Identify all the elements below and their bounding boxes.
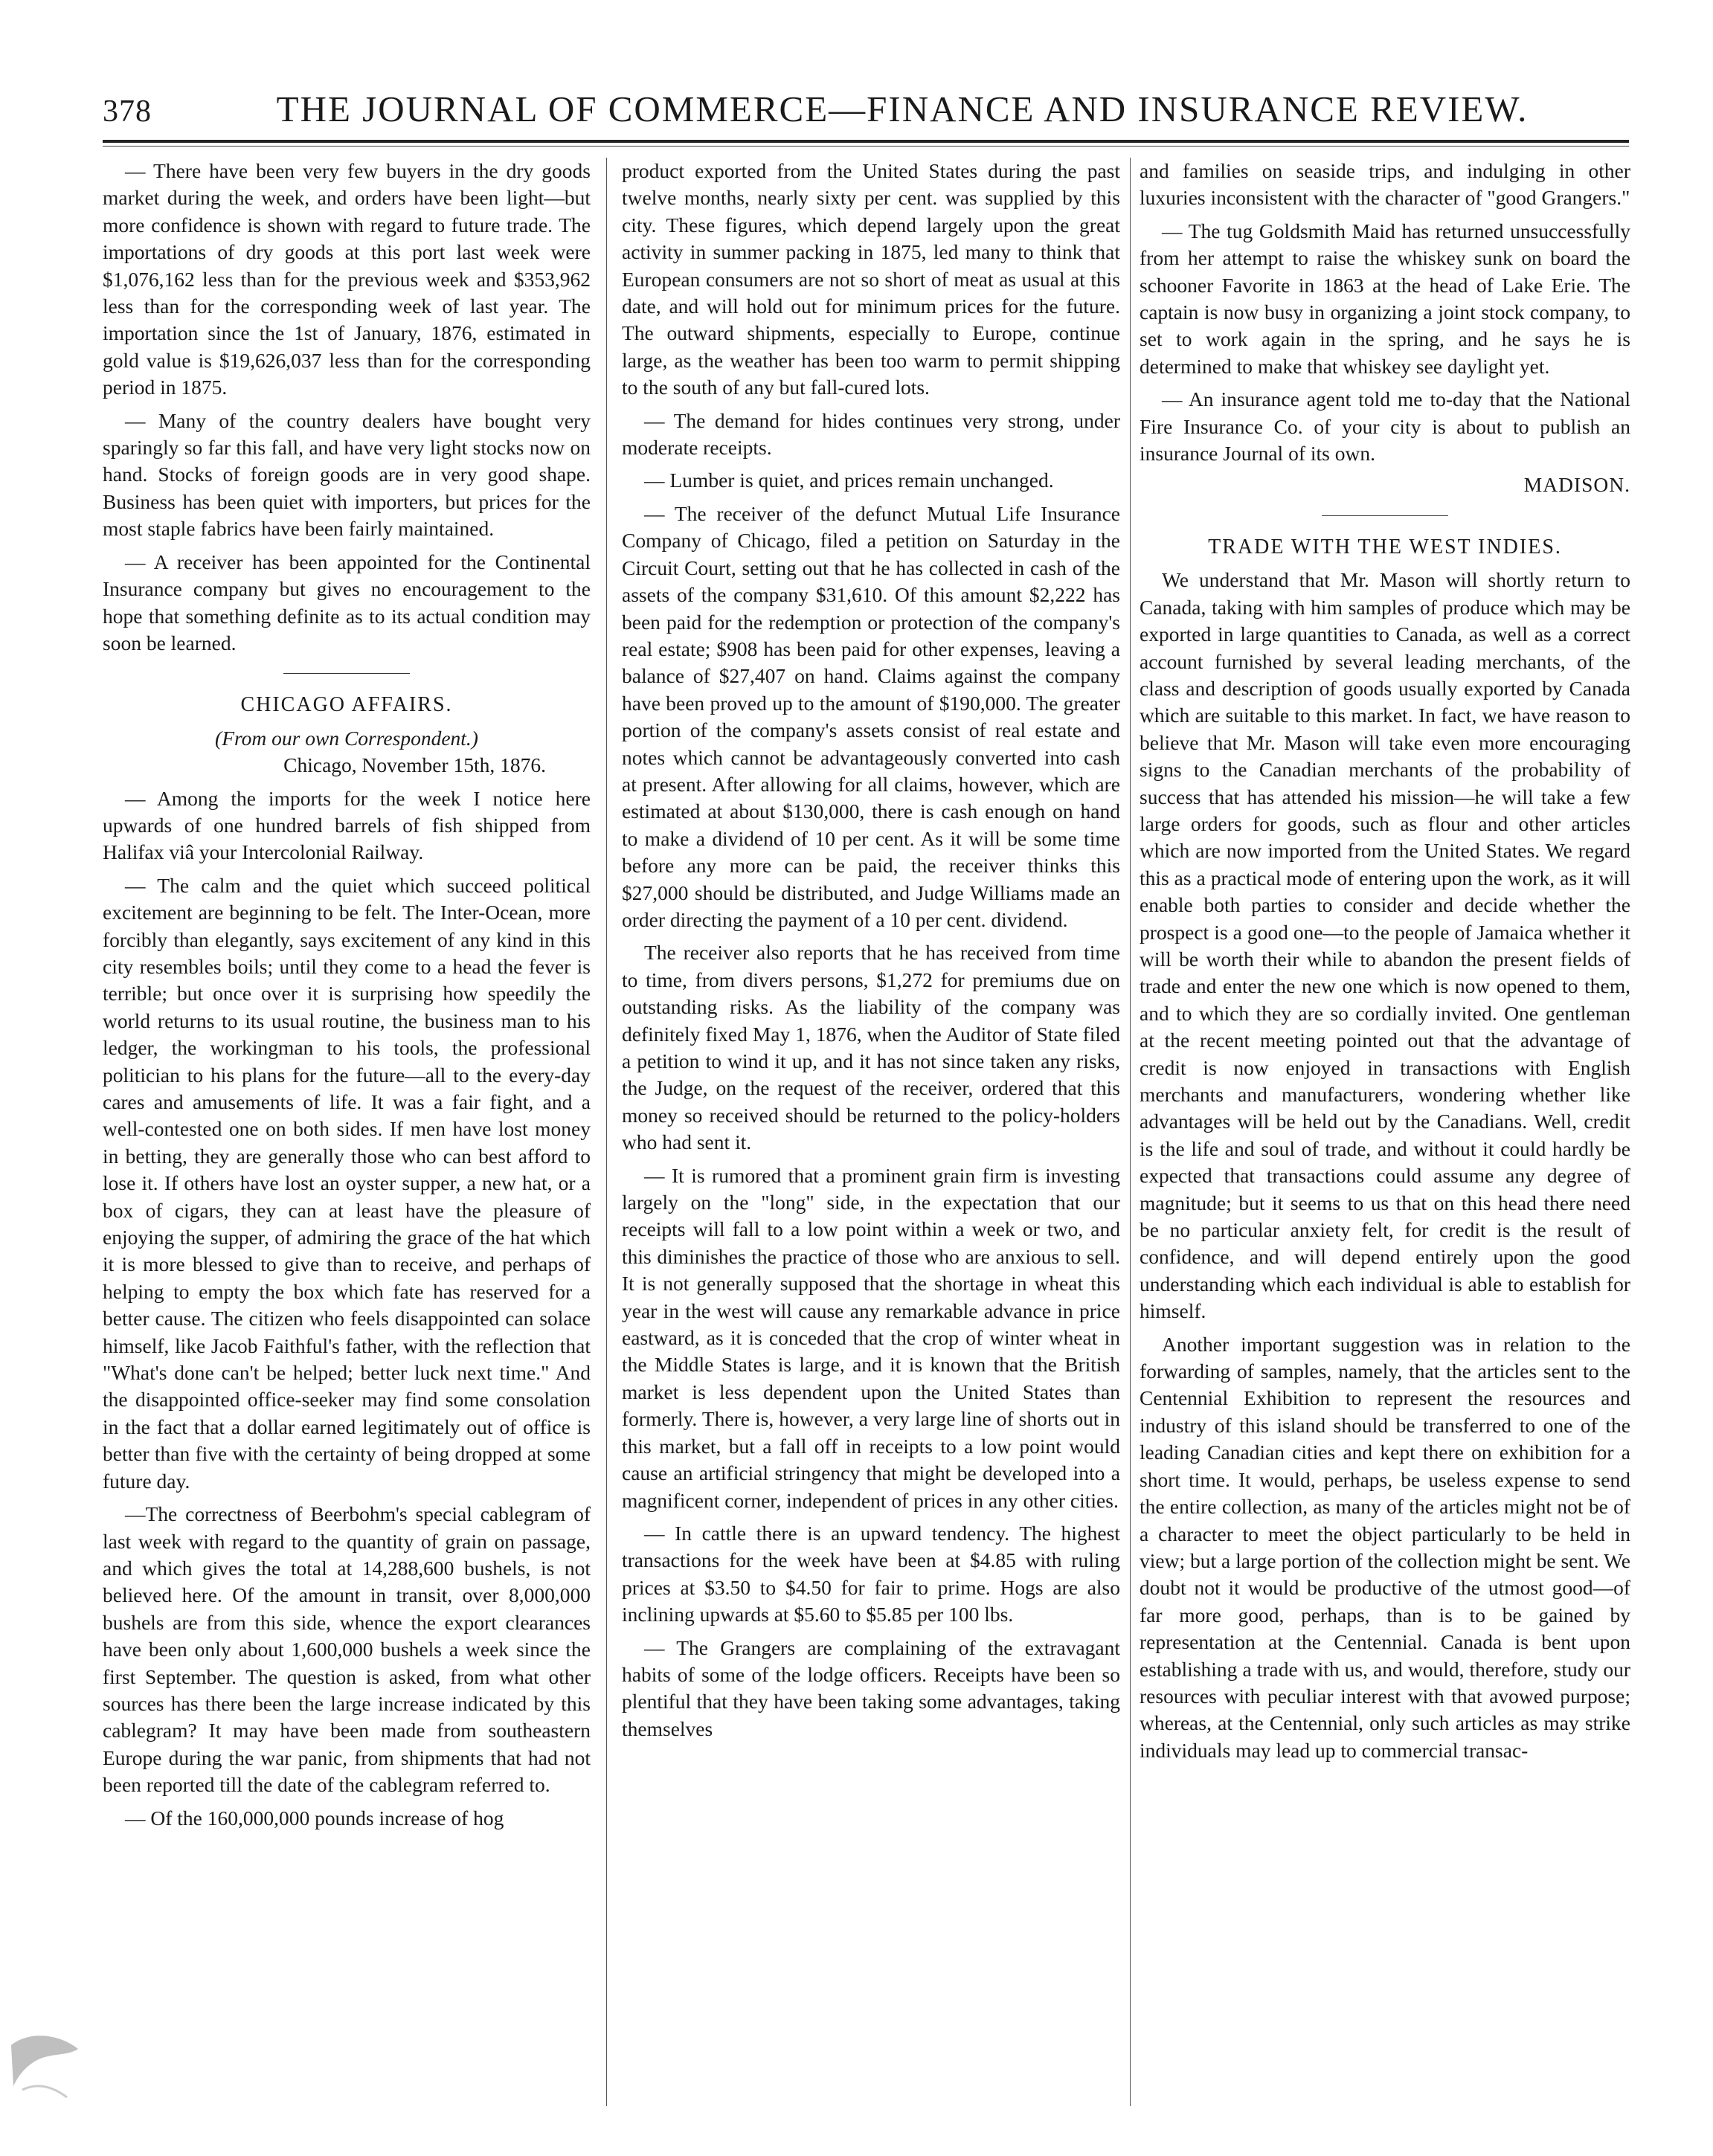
paragraph-hog-product: product exported from the United States during the past twelve months, nearly sixty per cent. was supplied by this city. These figures, which depend largely upon the great activity in summer packing in 1875, led many to think that European consumers are not so short of meat as usual at this date, and will hold out for minimum prices for the future. The outward shipments, especially to Europe, continue large, as the weather has been too warm to permit shipping to the south of any but fall-cured lots. — [622, 159, 1120, 399]
header-rule — [103, 140, 1629, 143]
paragraph-country-dealers: — Many of the country dealers have bought very sparingly so far this fall, and have very light stocks now on hand. Stocks of foreign goods are in very good shape. Business has been quiet with importers, but prices for the most staple fabrics have been fairly maintained. — [103, 408, 591, 541]
section-rule — [1322, 515, 1448, 516]
paragraph-grangers: — The Grangers are complaining of the extravagant habits of some of the lodge officers. Receipts have been so plentiful that they have been taking some advantages, taking themselves — [622, 1635, 1120, 1740]
journal-title: THE JOURNAL OF COMMERCE—FINANCE AND INSURANCE REVIEW. — [276, 89, 1529, 129]
header-rule-thin — [103, 146, 1629, 147]
section-rule — [283, 673, 410, 674]
column-2 — [622, 158, 1120, 2121]
correspondent-note: (From our own Correspondent.) — [215, 726, 478, 750]
column-divider — [1130, 158, 1131, 2106]
column-1 — [103, 158, 591, 2121]
paragraph-lumber: — Lumber is quiet, and prices remain unchanged. — [644, 469, 1054, 492]
paragraph-dry-goods: — There have been very few buyers in the dry goods market during the week, and orders have been light—but more confidence is shown with regard to future trade. The importations of dry goods at this port last week were $1,076,162 less than for the previous week and $353,962 less than for the corresponding week of last year. The importation since the 1st of January, 1876, estimated in gold value is $19,626,037 less than for the corresponding period in 1875. — [103, 159, 591, 399]
page-header — [103, 83, 1627, 137]
paragraph-seaside-trips: and families on seaside trips, and indulging in other luxuries inconsistent with the character of "good Grangers." — [1140, 159, 1630, 210]
paragraph-hides: — The demand for hides continues very strong, under moderate receipts. — [622, 408, 1120, 460]
paragraph-cattle: — In cattle there is an upward tendency. The highest transactions for the week have been at $4.85 with ruling prices at $3.50 to $4.50 for fair to prime. Hogs are also inclining upwards at $5.60 to $5.85 per 100 lbs. — [622, 1521, 1120, 1626]
column-3 — [1140, 158, 1630, 2121]
paragraph-continental-receiver: — A receiver has been appointed for the Continental Insurance company but gives no encouragement to the hope that something definite as to its actual condition may soon be learned. — [103, 550, 591, 654]
section-heading-west-indies: TRADE WITH THE WEST INDIES. — [1208, 535, 1562, 559]
paragraph-mr-mason: We understand that Mr. Mason will shortly return to Canada, taking with him samples of produce which may be exported in large quantities to Canada, as well as a correct account furnished by several leading merchants, of the class and description of goods usually exported by Canada which are suitable to this market. In fact, we have reason to believe that Mr. Mason will take even more encouraging signs to the Canadian merchants of the probability of success that has attended his mission—he will take a few large orders for goods, such as flour and other articles which are now imported from the United States. We regard this as a practical mode of entering upon the work, as it will enable both parties to consider and decide whether the prospect is a good one—to the people of Jamaica whether it will be worth their while to abandon the present fields of trade and enter the new one which is now opened to them, and to which they are so cordially invited. One gentleman at the recent meeting pointed out that the advantage of credit is now enjoyed in transactions with English merchants and manufacturers, wondering whether like advantages will be held out by the Canadians. Well, credit is the life and soul of trade, and without it could hardly be expected that transactions could assume any degree of magnitude; but it seems to us that on this head there need be no particular anxiety felt, for credit is the result of confidence, and will depend entirely upon the good understanding which each individual is able to establish for himself. — [1140, 568, 1630, 1323]
dateline: Chicago, November 15th, 1876. — [283, 753, 546, 777]
signature: MADISON. — [1523, 473, 1630, 497]
paragraph-centennial-samples: Another important suggestion was in relation to the forwarding of samples, namely, that the articles sent to the Centennial Exhibition to represent the resources and industry of this island should be transferred to one of the leading Canadian cities and kept there on exhibition for a short time. It would, perhaps, be useless expense to send the entire collection, as many of the articles might not be of a character to meet the object particularly to be held in view; but a large portion of the collection might be sent. We doubt not it would be productive of the utmost good—of far more good, perhaps, than is to be gained by representation at the Centennial. Canada is bent upon establishing a trade with us, and would, therefore, study our resources with peculiar interest with that avowed purpose; whereas, at the Centennial, only such articles as may strike individuals may lead up to commercial transac- — [1140, 1332, 1630, 1762]
paragraph-political-excitement: — The calm and the quiet which succeed political excitement are beginning to be felt. The Inter-Ocean, more forcibly than elegantly, says excitement of any kind in this city resembles boils; until they come to a head the fever is terrible; but once over it is surprising how speedily the world returns to its usual routine, the business man to his ledger, the workingman to his tools, the professional politician to his plans for the future—all to the every-day cares and amusements of life. It was a fair fight, and a well-contested one on both sides. If men have lost money in betting, they are generally those who can best afford to lose it. If others have lost an oyster supper, a new hat, or a box of cigars, they can at least have the pleasure of enjoying the supper, of admiring the grace of the hat which it is more blessed to give than to receive, and perhaps of helping to empty the box which fate has reserved for a better cause. The citizen who feels disappointed can solace himself, like Jacob Faithful's father, with the reflection that "What's done can't be helped; better luck next time." And the disappointed office-seeker may find some consolation in the fact that a dollar earned legitimately out of office is better than five with the certainty of being dropped at some future day. — [103, 873, 591, 1493]
page-number: 378 — [103, 94, 152, 129]
paragraph-imports-fish: — Among the imports for the week I notice here upwards of one hundred barrels of fish shipped from Halifax viâ your Intercolonial Railway. — [103, 786, 591, 864]
section-heading-chicago: CHICAGO AFFAIRS. — [240, 693, 453, 717]
paper-smudge — [7, 2015, 89, 2105]
paragraph-mutual-life-receiver: — The receiver of the defunct Mutual Life Insurance Company of Chicago, filed a petition on Saturday in the Circuit Court, setting out that he has collected in cash of the assets of the company $31,610. Of this amount $2,222 has been paid for the redemption or protection of the company's real estate; $908 has been paid for other expenses, leaving a balance of $27,407 on hand. Claims against the company have been proved up to the amount of $190,000. The greater portion of the company's assets consist of real estate and notes which cannot be advantageously converted into cash at present. After allowing for all claims, however, which are estimated at about $130,000, there is cash enough on hand to make a dividend of 10 per cent. As it will be some time before any more can be paid, the receiver thinks this $27,000 should be distributed, and Judge Williams made an order directing the payment of a 10 per cent. dividend. — [622, 501, 1120, 931]
paragraph-grain-firm: — It is rumored that a prominent grain firm is investing largely on the "long" side, in the expectation that our receipts will fall to a low point within a week or two, and this diminishes the practice of those who are anxious to sell. It is not generally supposed that the shortage in wheat this year in the west will cause any remarkable advance in price eastward, as it is conceded that the crop of winter wheat in the Middle States is large, and it is known that the British market is less dependent upon the United States than formerly. There is, however, a very large line of shorts out in this market, but a fall off in receipts to a low point would cause an artificial stringency that might be developed into a magnificent corner, independent of prices in any other cities. — [622, 1163, 1120, 1512]
paragraph-tug-goldsmith-maid: — The tug Goldsmith Maid has returned unsuccessfully from her attempt to raise the whiskey sunk on board the schooner Favorite in 1863 at the head of Lake Erie. The captain is now busy in organizing a joint stock company, to set to work again in the spring, and he says he is determined to make that whiskey see daylight yet. — [1140, 219, 1630, 378]
paragraph-beerbohm-cablegram: —The correctness of Beerbohm's special cablegram of last week with regard to the quantity of grain on passage, and which gives the total at 14,288,600 bushels, is not believed here. Of the amount in transit, over 8,000,000 bushels are from this side, whence the export clearances have been only about 1,600,000 bushels a week since the first September. The question is asked, from what other sources has there been the large increase indicated by this cablegram? It may have been made from southeastern Europe during the war panic, from shipments that had not been reported till the date of the cablegram referred to. — [103, 1502, 591, 1797]
paragraph-premiums-returned: The receiver also reports that he has received from time to time, from divers persons, $1,272 for premiums due on outstanding risks. As the liability of the company was definitely fixed May 1, 1876, when the Auditor of State filed a petition to wind it up, and it has not since taken any risks, the Judge, on the request of the receiver, ordered that this money so received should be returned to the policy-holders who had sent it. — [622, 941, 1120, 1154]
paragraph-hog-increase: — Of the 160,000,000 pounds increase of hog — [125, 1806, 504, 1830]
paragraph-insurance-journal: — An insurance agent told me to-day that the National Fire Insurance Co. of your city is about to publish an insurance Journal of its own. — [1140, 387, 1630, 466]
column-divider — [606, 158, 607, 2106]
